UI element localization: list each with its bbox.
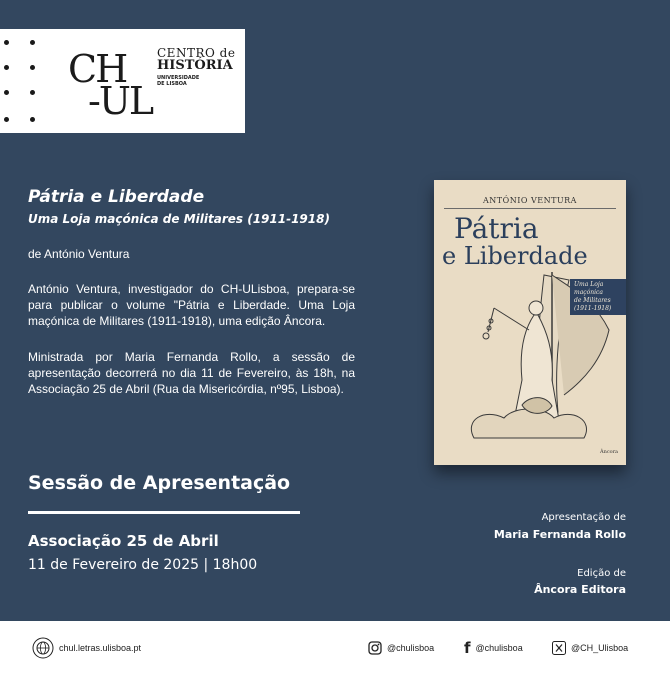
book-author: ANTÓNIO VENTURA [483, 196, 577, 205]
chul-logo [0, 29, 245, 133]
heading-underline [28, 511, 300, 514]
description-paragraph-2: Ministrada por Maria Fernanda Rollo, a sessão de apresentação decorrerá no dia 11 de Fevereiro, às 18h, na Associação 25 de Abril (Rua da Misericórdia, nº95, Lisboa). [28, 350, 355, 396]
allegory-illustration-icon [434, 180, 626, 465]
dot-pattern [4, 40, 40, 124]
book-title-line1: Pátria [454, 212, 539, 245]
instagram-handle: @chulisboa [387, 642, 435, 653]
facebook-handle: @chulisboa [475, 642, 523, 653]
facebook-link[interactable] [464, 621, 523, 674]
book-title-line2: e Liberdade [442, 242, 588, 270]
event-datetime: 11 de Fevereiro de 2025 | 18h00 [28, 557, 258, 573]
footer [0, 621, 670, 674]
book-publisher-mark: Âncora [599, 449, 618, 455]
website-text: chul.letras.ulisboa.pt [59, 642, 142, 653]
facebook-icon: f [464, 638, 471, 657]
venue: Associação 25 de Abril [28, 532, 219, 550]
event-title: Pátria e Liberdade [28, 187, 205, 207]
book-cover [434, 180, 626, 465]
x-link[interactable] [552, 621, 628, 674]
instagram-link[interactable] [368, 621, 434, 674]
book-subtitle-box: Uma Loja maçónica de Militares (1911-1918) [570, 279, 626, 315]
centro-historia-wordmark: CENTRO de HISTÓRIA UNIVERSIDADE DE LISBOA [157, 46, 236, 87]
author-line: de António Ventura [28, 247, 130, 261]
edition-label: Edição de [577, 568, 626, 579]
x-handle: @CH_Ulisboa [571, 642, 629, 653]
website-link[interactable] [32, 621, 141, 674]
description-paragraph-1: António Ventura, investigador do CH-ULisboa, prepara-se para publicar o volume "Pátria e Liberdade. Uma Loja maçónica de Militares (1911-1918), uma edição Âncora. [28, 282, 355, 328]
globe-icon [32, 637, 54, 659]
session-heading: Sessão de Apresentação [28, 472, 291, 494]
publisher-name: Âncora Editora [534, 583, 626, 596]
presentation-label: Apresentação de [541, 512, 626, 523]
instagram-icon [368, 641, 382, 655]
chul-wordmark: CH -UL [68, 47, 153, 123]
event-subtitle: Uma Loja maçónica de Militares (1911-1918) [28, 212, 330, 226]
x-twitter-icon [552, 641, 566, 655]
presenter-name: Maria Fernanda Rollo [493, 528, 626, 541]
